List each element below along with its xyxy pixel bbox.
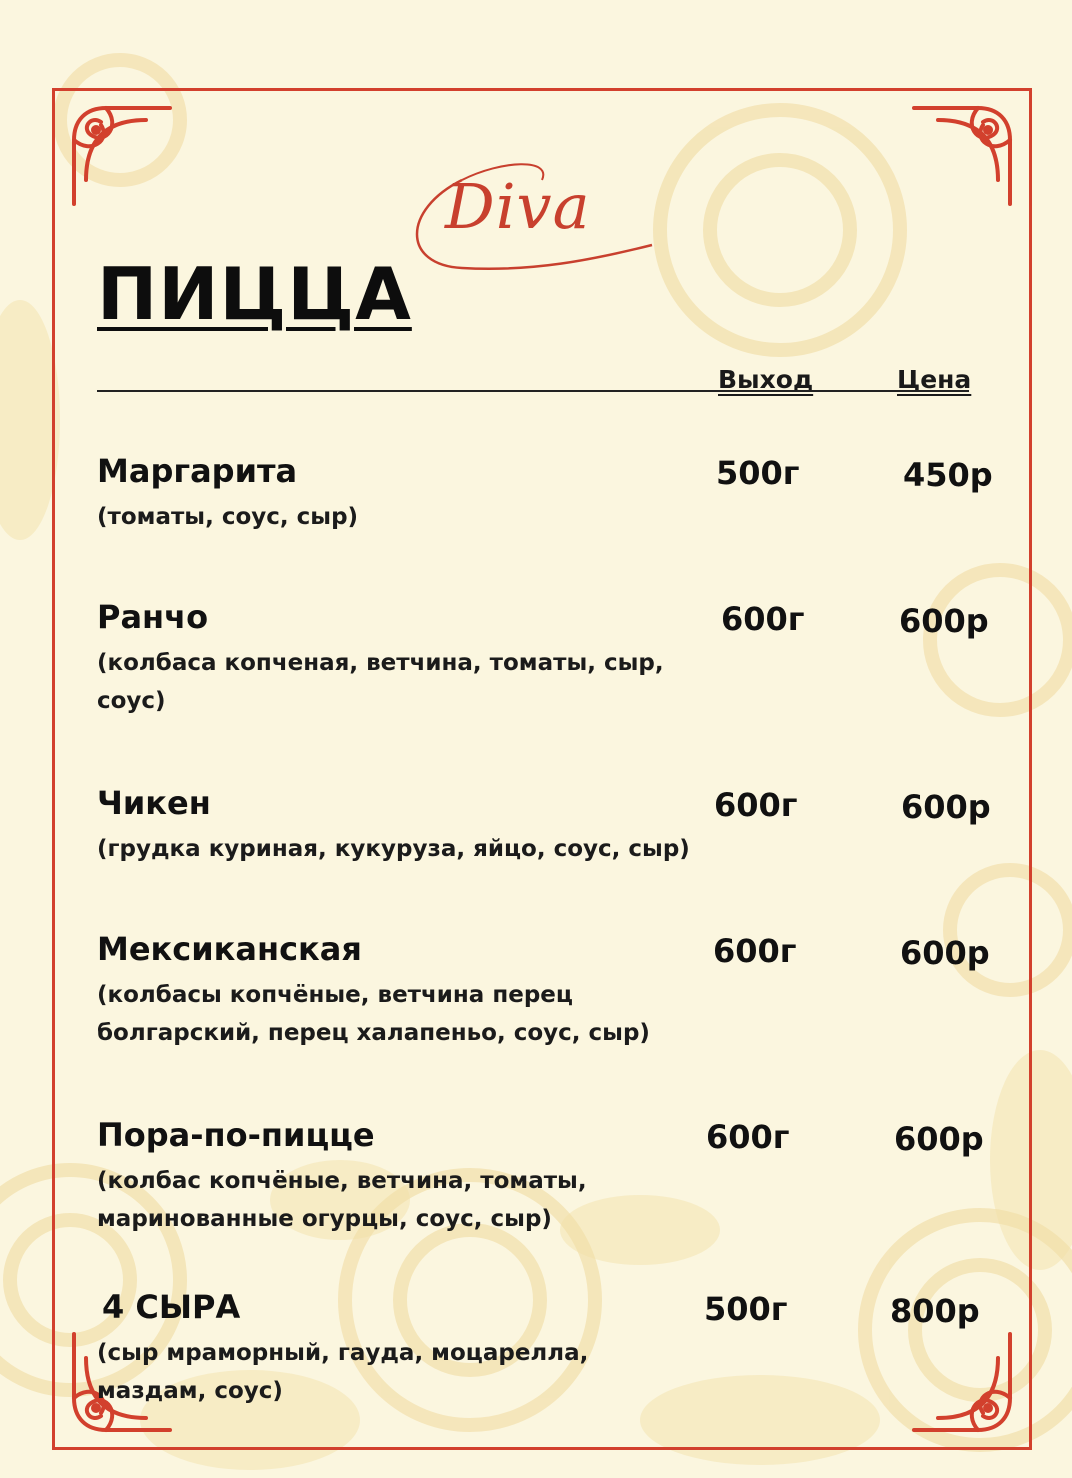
item-price: 600р	[901, 788, 991, 826]
item-name: 4 СЫРА	[102, 1288, 241, 1326]
brand-logo: Diva	[445, 170, 591, 243]
item-name: Пора-по-пицце	[97, 1116, 375, 1154]
page-title: ПИЦЦА	[97, 252, 412, 336]
item-description: (колбас копчёные, ветчина, томаты, маринованные огурцы, соус, сыр)	[97, 1168, 587, 1232]
item-name: Ранчо	[97, 598, 209, 636]
item-name: Маргарита	[97, 452, 298, 490]
item-description: (колбаса копченая, ветчина, томаты, сыр, соус)	[97, 650, 664, 714]
item-weight: 600г	[706, 1118, 790, 1156]
item-description: (грудка куриная, кукуруза, яйцо, соус, сыр)	[97, 836, 690, 862]
item-description: (сыр мраморный, гауда, моцарелла, маздам, соус)	[97, 1340, 589, 1404]
item-price: 600р	[894, 1120, 984, 1158]
item-weight: 500г	[716, 454, 800, 492]
item-weight: 600г	[713, 932, 797, 970]
corner-ornament-top-left	[66, 100, 176, 210]
item-price: 600р	[899, 602, 989, 640]
column-header-price: Цена	[897, 365, 972, 394]
item-price: 800р	[890, 1292, 980, 1330]
corner-ornament-top-right	[908, 100, 1018, 210]
item-weight: 600г	[721, 600, 805, 638]
item-weight: 500г	[704, 1290, 788, 1328]
item-name: Чикен	[97, 784, 211, 822]
item-description: (колбасы копчёные, ветчина перец болгарский, перец халапеньо, соус, сыр)	[97, 982, 650, 1046]
item-price: 600р	[900, 934, 990, 972]
header-divider	[97, 390, 969, 392]
column-header-weight: Выход	[718, 365, 814, 394]
item-price: 450р	[903, 456, 993, 494]
item-description: (томаты, соус, сыр)	[97, 504, 359, 530]
item-weight: 600г	[714, 786, 798, 824]
item-name: Мексиканская	[97, 930, 362, 968]
corner-ornament-bottom-right	[908, 1328, 1018, 1438]
